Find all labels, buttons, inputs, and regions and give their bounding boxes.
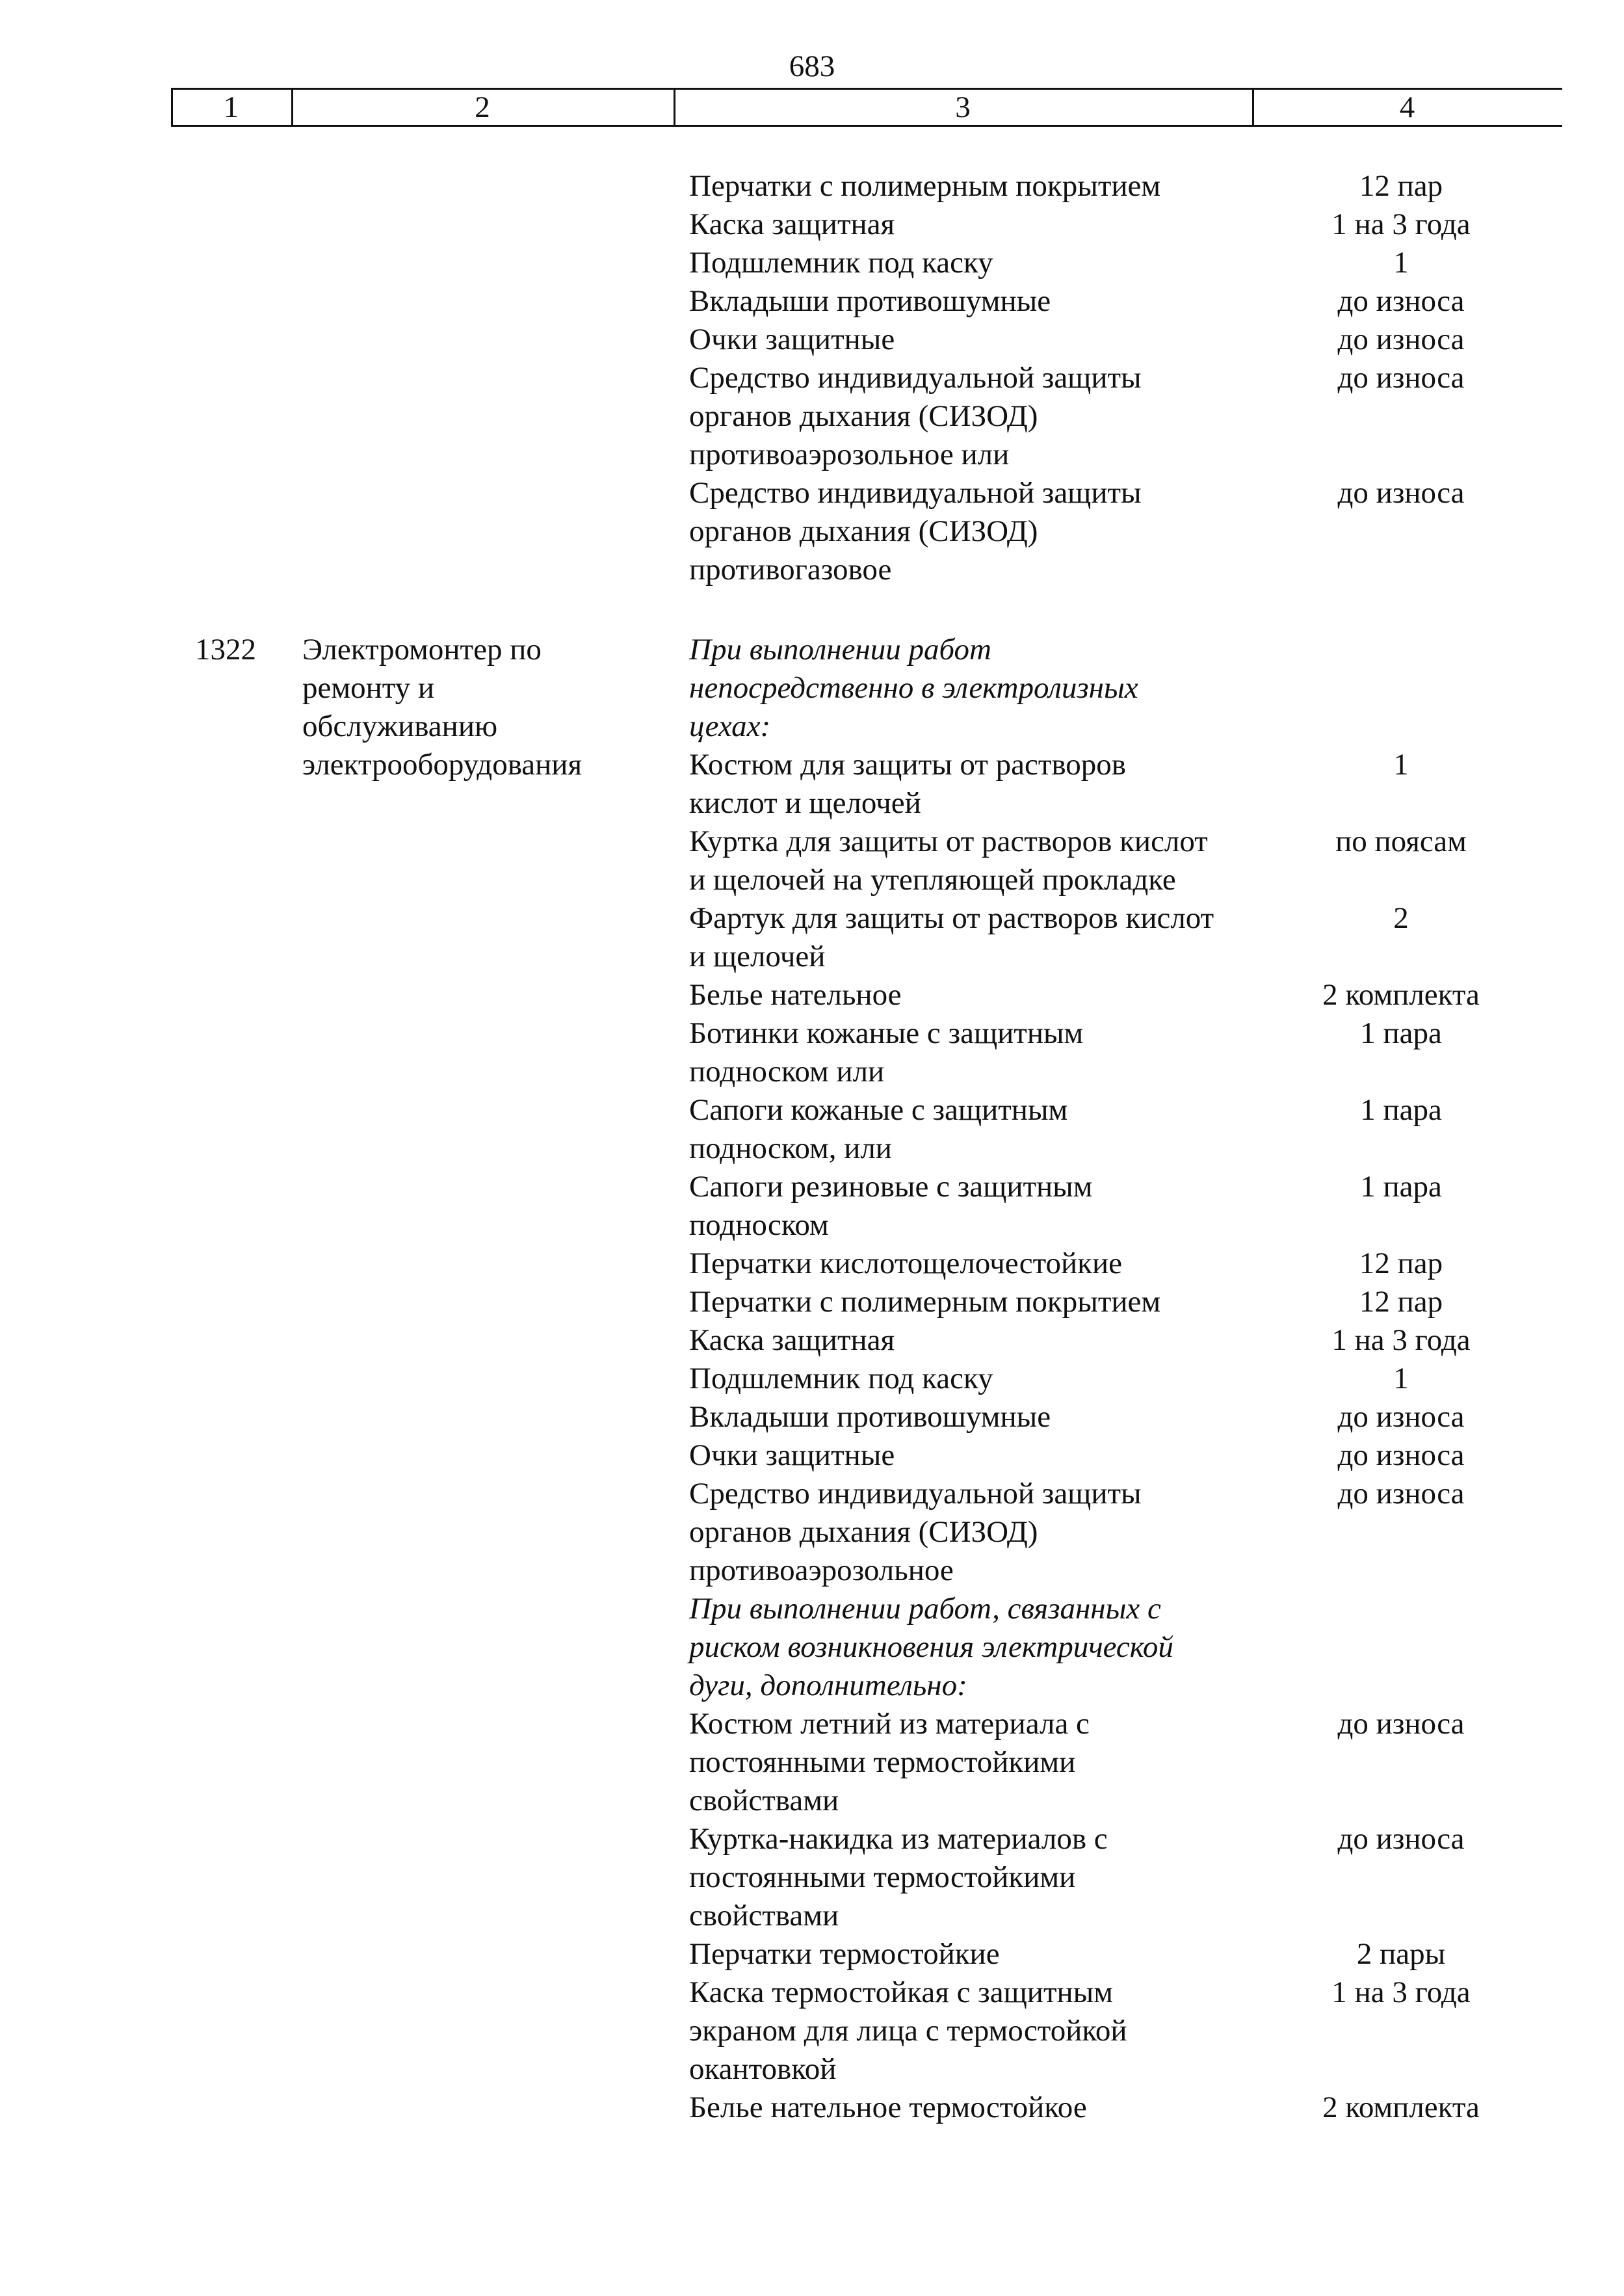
item-name: Очки защитные (689, 323, 895, 356)
item-quantity: 12 пар (1359, 1285, 1443, 1319)
list-item (689, 1168, 1586, 1245)
item-name: Средство индивидуальной защиты органов дыхания (СИЗОД) противоаэрозольное или (689, 361, 1142, 471)
item-quantity: до износа (1337, 1822, 1465, 1856)
item-quantity: 12 пар (1359, 1247, 1443, 1280)
item-name: Перчатки с полимерным покрытием (689, 1285, 1161, 1319)
item-name: Белье нательное термостойкое (689, 2091, 1087, 2124)
item-name: Подшлемник под каску (689, 1362, 993, 1395)
item-quantity: 2 пары (1356, 1937, 1446, 1971)
item-name: Каска защитная (689, 1323, 895, 1357)
list-item (689, 321, 1586, 359)
header-bottom-rule (171, 125, 1562, 127)
item-quantity: 1 (1393, 1362, 1409, 1395)
item-quantity: до износа (1337, 323, 1465, 356)
item-name: Костюм для защиты от растворов кислот и щелочей (689, 748, 1126, 820)
condition-note: При выполнении работ, связанных с риском возникновения электрической дуги, дополнительно: (689, 1592, 1173, 1702)
column-number-3: 3 (955, 90, 971, 124)
list-item (689, 1935, 1586, 1973)
list-item (689, 1283, 1586, 1321)
item-quantity: 1 на 3 года (1331, 1975, 1471, 2009)
item-name: Очки защитные (689, 1438, 895, 1472)
column-number-1: 1 (223, 90, 239, 124)
item-name: Сапоги резиновые с защитным подноском (689, 1170, 1093, 1242)
column-header-row (171, 88, 1562, 127)
item-quantity: 1 пара (1360, 1093, 1442, 1127)
column-number-2: 2 (475, 90, 490, 124)
list-item (689, 899, 1586, 976)
item-name: Перчатки с полимерным покрытием (689, 169, 1161, 203)
item-name: Средство индивидуальной защиты органов дыхания (СИЗОД) противоаэрозольное (689, 1477, 1142, 1587)
item-quantity: 1 (1393, 748, 1409, 782)
list-item (689, 976, 1586, 1014)
list-item (689, 282, 1586, 321)
continuation-list (689, 167, 1586, 589)
item-quantity: 2 комплекта (1322, 978, 1480, 1012)
item-name: Вкладыши противошумные (689, 1400, 1051, 1434)
list-item (689, 1014, 1586, 1091)
item-name: Фартук для защиты от растворов кислот и щелочей (689, 901, 1214, 973)
item-quantity: до износа (1337, 1438, 1465, 1472)
item-quantity: по поясам (1335, 825, 1467, 858)
item-name: Куртка-накидка из материалов с постоянными термостойкими свойствами (689, 1822, 1108, 1933)
item-name: Ботинки кожаные с защитным подноском или (689, 1016, 1084, 1089)
item-name: Костюм летний из материала с постоянными термостойкими свойствами (689, 1707, 1090, 1817)
list-item (689, 1360, 1586, 1398)
item-quantity: 1 на 3 года (1331, 207, 1471, 241)
item-quantity: 1 пара (1360, 1170, 1442, 1204)
list-item (689, 1398, 1586, 1436)
item-quantity: до износа (1337, 476, 1465, 510)
item-quantity: до износа (1337, 361, 1465, 395)
item-name: Средство индивидуальной защиты органов дыхания (СИЗОД) противогазовое (689, 476, 1142, 587)
list-item (689, 1245, 1586, 1283)
list-item (689, 205, 1586, 244)
item-quantity: 1 на 3 года (1331, 1323, 1471, 1357)
item-name: Вкладыши противошумные (689, 284, 1051, 318)
list-item (689, 1705, 1586, 1820)
column-number-4: 4 (1399, 90, 1415, 124)
item-quantity: до износа (1337, 1707, 1465, 1741)
item-quantity: 1 пара (1360, 1016, 1442, 1050)
list-item (689, 1436, 1586, 1475)
equipment-list (689, 631, 1586, 2127)
item-quantity: 1 (1393, 246, 1409, 280)
header-top-rule (171, 88, 1562, 90)
item-name: Сапоги кожаные с защитным подноском, или (689, 1093, 1068, 1165)
item-quantity: 12 пар (1359, 169, 1443, 203)
condition-note: При выполнении работ непосредственно в электролизных цехах: (689, 633, 1138, 743)
item-quantity: 2 (1393, 901, 1409, 935)
item-quantity: до износа (1337, 284, 1465, 318)
profession-name: Электромонтер по ремонту и обслуживанию электрооборудования (302, 633, 583, 782)
list-item (689, 746, 1586, 823)
item-quantity: 2 комплекта (1322, 2091, 1480, 2124)
list-item (689, 1091, 1586, 1168)
list-item (689, 1321, 1586, 1360)
item-name: Каска термостойкая с защитным экраном для лица с термостойкой окантовкой (689, 1975, 1127, 2086)
list-item (689, 1973, 1586, 2089)
item-name: Перчатки кислотощелочестойкие (689, 1247, 1123, 1280)
list-item (689, 359, 1586, 474)
list-item (689, 1475, 1586, 1590)
page-number: 683 (789, 49, 835, 83)
list-item (689, 167, 1586, 205)
list-item (689, 1820, 1586, 1935)
list-item (689, 2089, 1586, 2127)
list-item (689, 474, 1586, 589)
item-name: Каска защитная (689, 207, 895, 241)
item-name: Подшлемник под каску (689, 246, 993, 280)
item-quantity: до износа (1337, 1400, 1465, 1434)
entry-number: 1322 (195, 633, 256, 666)
item-name: Белье нательное (689, 978, 902, 1012)
list-item (689, 823, 1586, 899)
list-item (689, 244, 1586, 282)
item-name: Перчатки термостойкие (689, 1937, 1000, 1971)
item-quantity: до износа (1337, 1477, 1465, 1511)
item-name: Куртка для защиты от растворов кислот и щелочей на утепляющей прокладке (689, 825, 1208, 897)
